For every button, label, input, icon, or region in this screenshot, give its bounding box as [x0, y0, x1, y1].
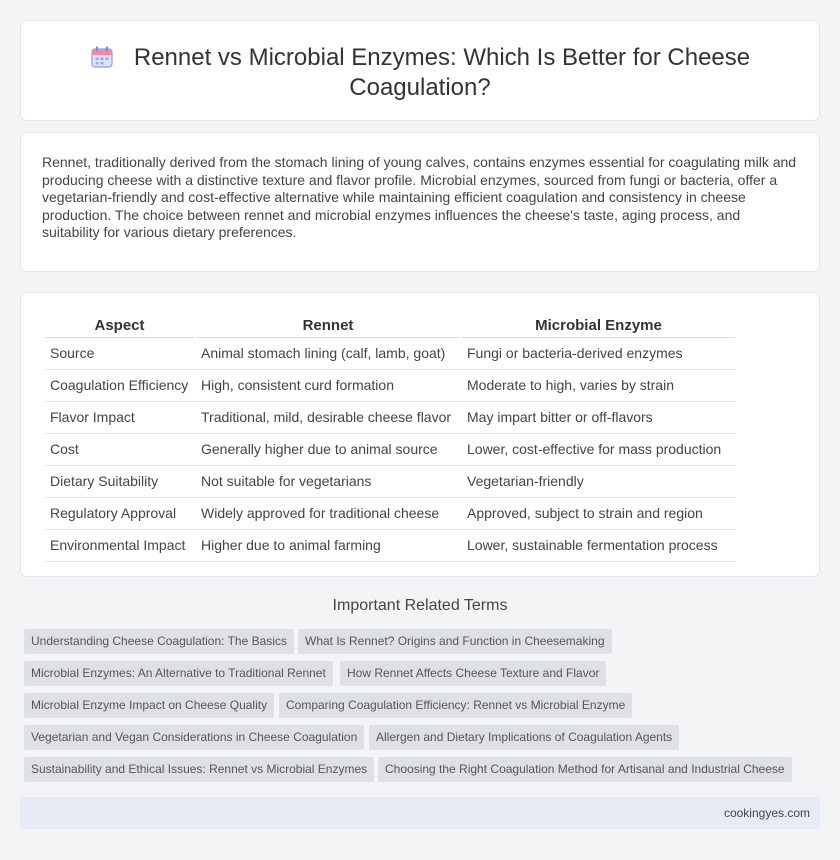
related-tag-allergen-dietary[interactable]: Allergen and Dietary Implications of Coagulation Agents [369, 725, 679, 750]
table-cell: Fungi or bacteria-derived enzymes [462, 338, 735, 370]
table-row [45, 402, 735, 434]
calendar-icon [90, 45, 114, 69]
header-microbial: Microbial Enzyme [462, 315, 735, 338]
table-cell: Traditional, mild, desirable cheese flavor [196, 402, 460, 434]
table-cell: Coagulation Efficiency [45, 370, 194, 402]
table-cell: Dietary Suitability [45, 466, 194, 498]
comparison-table [43, 315, 737, 562]
table-cell: Widely approved for traditional cheese [196, 498, 460, 530]
title-line-2: Coagulation? [349, 74, 491, 101]
table-row [45, 370, 735, 402]
related-tag-vegetarian-vegan[interactable]: Vegetarian and Vegan Considerations in Cheese Coagulation [24, 725, 364, 750]
related-tag-choosing-method[interactable]: Choosing the Right Coagulation Method for Artisanal and Industrial Cheese [378, 757, 792, 782]
table-cell: Higher due to animal farming [196, 530, 460, 562]
table-cell: May impart bitter or off-flavors [462, 402, 735, 434]
footer-site-name: cookingyes.com [723, 806, 810, 820]
page-title [21, 43, 819, 103]
table-cell: Source [45, 338, 194, 370]
related-tag-coagulation-efficiency[interactable]: Comparing Coagulation Efficiency: Rennet vs Microbial Enzyme [279, 693, 632, 718]
table-cell: Cost [45, 434, 194, 466]
related-tag-rennet-texture-flavor[interactable]: How Rennet Affects Cheese Texture and Flavor [340, 661, 606, 686]
intro-paragraph: Rennet, traditionally derived from the stomach lining of young calves, contains enzymes essential for coagulating milk and producing cheese with a distinctive texture and flavor profile. Microbial enzymes, sourced from fungi or bacteria, offer a vegetarian-friendly and cost-effective alternative while maintaining efficient coagulation and consistency in cheese production. The choice between rennet and microbial enzymes influences the cheese's taste, aging process, and suitability for various dietary preferences. [42, 154, 797, 241]
footer [20, 797, 820, 829]
related-tag-sustainability-ethics[interactable]: Sustainability and Ethical Issues: Rennet vs Microbial Enzymes [24, 757, 374, 782]
table-cell: Approved, subject to strain and region [462, 498, 735, 530]
table-row [45, 498, 735, 530]
related-tag-microbial-quality[interactable]: Microbial Enzyme Impact on Cheese Quality [24, 693, 274, 718]
related-tag-what-is-rennet[interactable]: What Is Rennet? Origins and Function in Cheesemaking [298, 629, 612, 654]
table-row [45, 434, 735, 466]
related-tag-coagulation-basics[interactable]: Understanding Cheese Coagulation: The Basics [24, 629, 294, 654]
header-rennet: Rennet [196, 315, 460, 338]
table-cell: Lower, sustainable fermentation process [462, 530, 735, 562]
table-cell: Vegetarian-friendly [462, 466, 735, 498]
intro-card [20, 132, 820, 272]
table-header-row [45, 315, 735, 338]
related-tag-microbial-alternative[interactable]: Microbial Enzymes: An Alternative to Traditional Rennet [24, 661, 333, 686]
table-row [45, 530, 735, 562]
table-cell: Moderate to high, varies by strain [462, 370, 735, 402]
header-aspect: Aspect [45, 315, 194, 338]
title-card [20, 20, 820, 121]
table-cell: Not suitable for vegetarians [196, 466, 460, 498]
table-cell: Regulatory Approval [45, 498, 194, 530]
table-cell: Lower, cost-effective for mass production [462, 434, 735, 466]
table-cell: Environmental Impact [45, 530, 194, 562]
table-cell: High, consistent curd formation [196, 370, 460, 402]
table-row [45, 466, 735, 498]
table-cell: Flavor Impact [45, 402, 194, 434]
related-terms-heading: Important Related Terms [332, 597, 508, 614]
table-cell: Generally higher due to animal source [196, 434, 460, 466]
table-cell: Animal stomach lining (calf, lamb, goat) [196, 338, 460, 370]
table-row [45, 338, 735, 370]
comparison-card [20, 292, 820, 577]
title-line-1: Rennet vs Microbial Enzymes: Which Is Better for Cheese [133, 44, 751, 71]
